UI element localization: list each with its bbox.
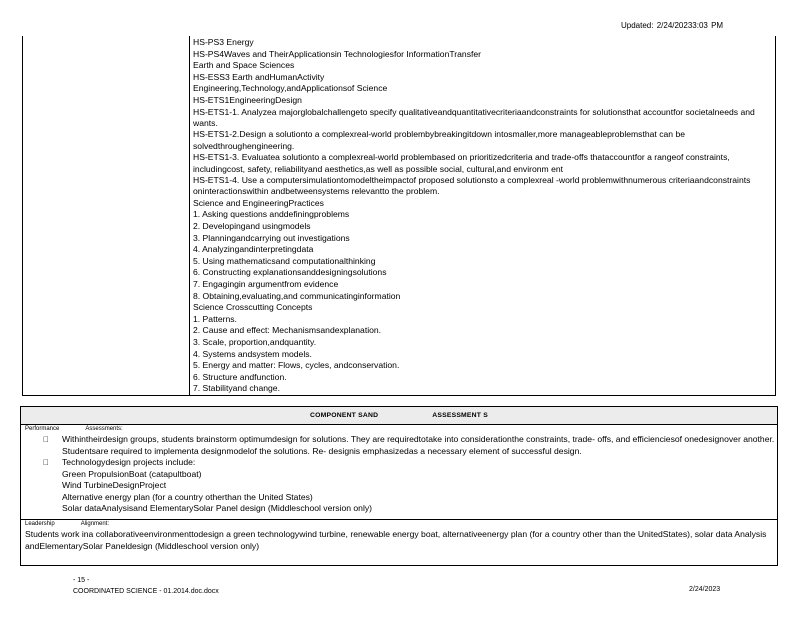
standards-table (22, 36, 776, 396)
leadership-label: Leadership (25, 521, 55, 527)
project-item: Alternative energy plan (for a country otherthan the United States) (62, 491, 313, 502)
standard-line: 3. Scale, proportion,andquantity. (193, 336, 317, 347)
standard-line: 2. Developingand usingmodels (193, 221, 311, 231)
standard-line: 6. Structure andfunction. (193, 371, 287, 382)
projects-list (21, 469, 777, 515)
performance-labels (21, 425, 777, 434)
standard-line: HS-ETS1EngineeringDesign (193, 94, 302, 105)
file-name: COORDINATED SCIENCE - 01.2014.doc.docx (73, 588, 219, 595)
standard-line: 7. Engagingin argumentfrom evidence (193, 278, 339, 289)
bullet-text: Technologydesign projects include: (62, 457, 196, 467)
standard-line: 8. Obtaining,evaluating,and communicatinginformation (193, 290, 401, 301)
standard-line: 2. Cause and effect: Mechanismsandexplanation. (193, 325, 382, 336)
performance-section (21, 425, 777, 519)
standard-line: HS-ESS3 Earth andHumanActivity (193, 71, 325, 82)
standards-list (193, 37, 773, 395)
standard-line: HS-PS4Waves and TheirApplicationsin Technologiesfor InformationTransfer (193, 48, 482, 59)
project-item: Wind TurbineDesignProject (62, 480, 167, 490)
standard-line: HS-ETS1-2.Design a solutionto a complexreal-world problembybreakingitdown intosmaller,more manageableproblemsthat can be solvedthroughengineering. (193, 129, 686, 151)
assessments-label: Assessments: (85, 426, 123, 432)
standard-line: HS-ETS1-3. Evaluatea solutionto a complexreal-world problembased on prioritizedcriteria and trade-offs thataccountfor a rangeof constraints, includingcost, safety, reliabilityand aesthetics,as well as possible social, cultural,and environm ent (193, 152, 730, 174)
column-divider (189, 36, 190, 395)
bullet-icon (43, 434, 49, 446)
header-components: COMPONENT SAND (310, 412, 379, 419)
performance-label: Performance (25, 426, 60, 432)
standard-line: 4. Systems andsystem models. (193, 348, 312, 359)
standard-line: Engineering,Technology,andApplicationsof Science (193, 83, 388, 94)
standard-line: 7. Stabilityand change. (193, 383, 280, 394)
list-item (21, 434, 777, 457)
standard-line: 1. Asking questions anddefiningproblems (193, 209, 350, 220)
footer-date: 2/24/2023 (689, 586, 721, 593)
standard-line: 4. Analyzingandinterpretingdata (193, 244, 314, 255)
leadership-text: Students work ina collaborativeenvironmenttodesign a green technologywind turbine, renewable energy boat, alternativeenergy plan (for a country other than the UnitedStates), solar data Analysis andElementarySolar Paneldesign (Middleschool version only) (25, 529, 767, 551)
alignment-label: Alignment: (80, 521, 110, 527)
header-assessments: ASSESSMENT S (432, 412, 488, 419)
standard-line: 6. Constructing explanationsanddesigningsolutions (193, 267, 387, 278)
project-item: Green PropulsionBoat (catapultboat) (62, 468, 202, 479)
bullet-text: Withintheirdesign groups, students brainstorm optimumdesign for solutions. They are requiredtotake into considerationthe constraints, trade- offs, and efficienciesof onedesignover another. Studentsare required to implementa designmodelof the solutions. Re- designis emphasizedas a necessary element of successful design. (62, 434, 775, 456)
updated-timestamp: Updated: 2/24/20233:03 PM (621, 21, 724, 30)
standard-line: HS-ETS1-1. Analyzea majorglobalchallengeto specify qualitativeandquantitativecriteriaandconstraints for solutionsthat accountfor societalneeds and wants. (193, 106, 755, 128)
standard-line: HS-PS3 Energy (193, 37, 254, 47)
leadership-labels (21, 520, 777, 529)
list-item (21, 457, 777, 469)
table-header (21, 407, 777, 425)
project-item: Solar dataAnalysisand ElementarySolar Panel design (Middleschool version only) (62, 503, 373, 513)
standard-line: HS-ETS1-4. Use a computersimulationtomodeltheimpactof proposed solutionsto a complexreal -world problemwithnumerous criteriaandconstraints oninteractionswithin andbetweensystems relevantto the problem. (193, 175, 751, 197)
standard-line: Science Crosscutting Concepts (193, 302, 313, 313)
standard-line: 5. Energy and matter: Flows, cycles, andconservation. (193, 360, 400, 371)
standard-line: Science and EngineeringPractices (193, 197, 324, 208)
standard-line: 5. Using mathematicsand computationalthinking (193, 255, 376, 266)
standard-line: 3. Planningandcarrying out investigations (193, 232, 350, 243)
standard-line: 1. Patterns. (193, 313, 237, 324)
components-assessments-table (20, 406, 778, 566)
bullet-icon (43, 457, 49, 469)
standard-line: Earth and Space Sciences (193, 60, 295, 71)
page-number: - 15 - (73, 577, 90, 584)
footer-left (73, 575, 219, 597)
